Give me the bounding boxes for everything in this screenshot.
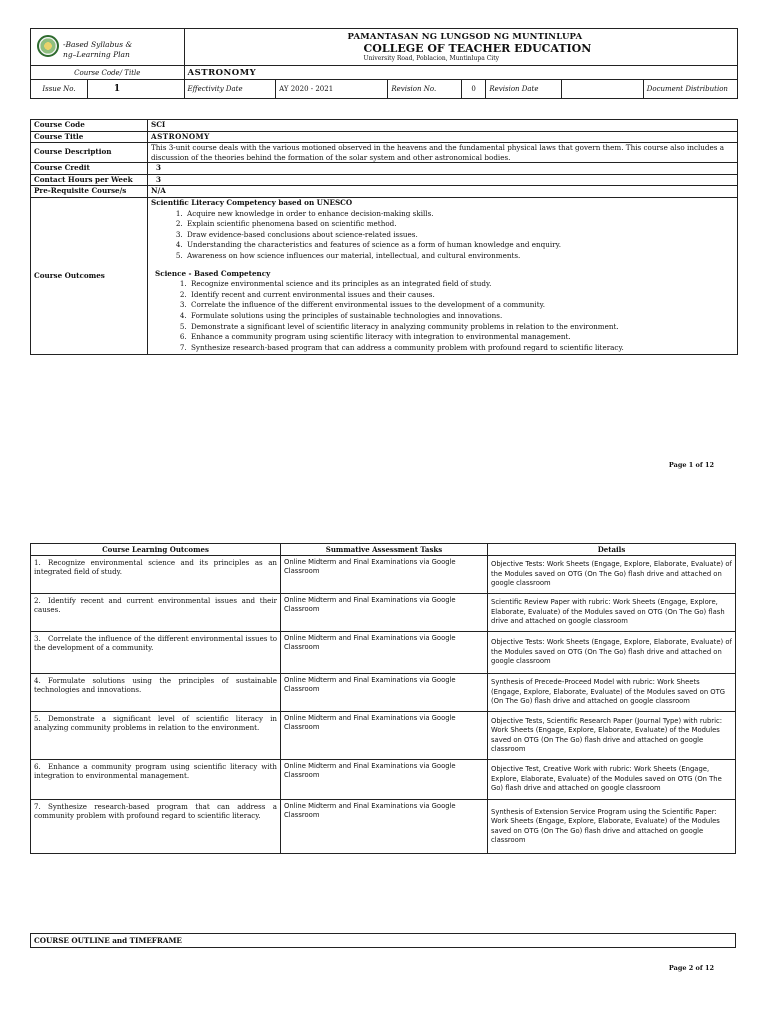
science-heading: Science - Based Competency: [155, 268, 271, 278]
college-name: COLLEGE OF TEACHER EDUCATION: [363, 42, 592, 55]
effectivity-label: Effectivity Date: [184, 80, 276, 99]
list-item: 4. Understanding the characteristics and features of science as a form of human knowledge and enquiry.: [185, 240, 734, 251]
table-cell-task: Online Midterm and Final Examinations via Google Classroom: [281, 712, 488, 760]
table-cell-details: Scientific Review Paper with rubric: Work Sheets (Engage, Explore, Elaborate, Evaluate) of the Modules saved on OTG (On The Go) flash drive and attached on google classroom: [488, 594, 736, 632]
list-item: 5. Demonstrate a significant level of scientific literacy in analyzing community problems in relation to the environment.: [189, 322, 734, 333]
row-number: 4.: [34, 676, 41, 685]
table-cell-task: Online Midterm and Final Examinations via Google Classroom: [281, 594, 488, 632]
course-credit-value: 3: [148, 163, 738, 175]
effectivity-value: AY 2020 - 2021: [276, 80, 388, 99]
course-outline-table: [30, 933, 736, 948]
course-description-value: This 3-unit course deals with the various motioned observed in the heavens and the fundamental physical laws that govern them. This course also includes a discussion of the theories behind the formation of the solar system and other astronomical bodies.: [148, 143, 738, 163]
university-name: PAMANTASAN NG LUNGSOD NG MUNTINLUPA: [347, 32, 583, 42]
table-cell-outcome: [31, 800, 281, 854]
syllabus-label-line1: -Based Syllabus &: [63, 40, 133, 49]
table-cell-outcome: [31, 556, 281, 594]
details-header: Details: [488, 544, 736, 556]
issue-label: Issue No.: [31, 80, 88, 98]
list-item: 6. Enhance a community program using scientific literacy with integration to environmental management.: [189, 332, 734, 343]
outcome-text: Correlate the influence of the different environmental issues to the development of a community.: [34, 634, 277, 653]
page-number: Page 1 of 12: [668, 461, 714, 469]
table-cell-task: Online Midterm and Final Examinations via Google Classroom: [281, 674, 488, 712]
literacy-list: [151, 209, 734, 262]
prerequisite-label: Pre-Requisite Course/s: [31, 186, 148, 198]
list-item: 5. Awareness on how science influences our material, intellectual, and cultural environments.: [185, 251, 734, 262]
page-number: Page 2 of 12: [668, 964, 714, 972]
outcome-text: Synthesize research-based program that can address a community problem with profound regard to scientific literacy.: [34, 802, 277, 821]
college-address: University Road, Poblacion, Muntinlupa City: [363, 55, 500, 62]
course-code-title-label: Course Code/ Title: [31, 66, 185, 80]
table-cell-outcome: [31, 760, 281, 800]
list-item: 3. Correlate the influence of the different environmental issues to the development of a community.: [189, 300, 734, 311]
clo-header: Course Learning Outcomes: [31, 544, 281, 556]
table-cell-outcome: [31, 632, 281, 674]
course-title-value: ASTRONOMY: [148, 131, 738, 143]
course-outcomes-cell: [148, 197, 738, 354]
course-credit-label: Course Credit: [31, 163, 148, 175]
table-cell-outcome: [31, 674, 281, 712]
tasks-header: Summative Assessment Tasks: [281, 544, 488, 556]
table-cell-task: Online Midterm and Final Examinations via Google Classroom: [281, 556, 488, 594]
table-cell-details: Objective Tests: Work Sheets (Engage, Explore, Elaborate, Evaluate) of the Modules saved on OTG (On The Go) flash drive and attached on google classroom: [488, 632, 736, 674]
literacy-heading: Scientific Literacy Competency based on UNESCO: [151, 197, 353, 207]
revision-value: 0: [461, 80, 486, 99]
outcome-text: Enhance a community program using scientific literacy with integration to environmental management.: [34, 762, 277, 781]
outcome-text: Recognize environmental science and its principles as an integrated field of study.: [34, 558, 277, 577]
list-item: 3. Draw evidence-based conclusions about science-related issues.: [185, 230, 734, 241]
syllabus-label: [63, 40, 132, 60]
row-number: 1.: [34, 558, 41, 567]
row-number: 2.: [34, 596, 41, 605]
list-item: 7. Synthesize research-based program that can address a community problem with profound regard to scientific literacy.: [189, 343, 734, 354]
contact-hours-value: 3: [148, 174, 738, 186]
table-cell-details: Objective Test, Creative Work with rubric: Work Sheets (Engage, Explore, Elaborate, Evaluate) of the Modules saved on OTG (On The Go) flash drive and attached on google classroom: [488, 760, 736, 800]
list-item: 2. Identify recent and current environmental issues and their causes.: [189, 290, 734, 301]
table-cell-task: Online Midterm and Final Examinations via Google Classroom: [281, 760, 488, 800]
prerequisite-value: N/A: [148, 186, 738, 198]
table-cell-task: Online Midterm and Final Examinations via Google Classroom: [281, 800, 488, 854]
course-info-table: [30, 119, 738, 355]
syllabus-label-line2: ng–Learning Plan: [63, 50, 130, 59]
table-cell-details: Objective Tests: Work Sheets (Engage, Explore, Elaborate, Evaluate) of the Modules saved on OTG (On The Go) flash drive and attached on google classroom: [488, 556, 736, 594]
course-outline-title: COURSE OUTLINE and TIMEFRAME: [31, 934, 736, 948]
contact-hours-label: Contact Hours per Week: [31, 174, 148, 186]
table-cell-details: Synthesis of Extension Service Program using the Scientific Paper: Work Sheets (Engage, Explore, Elaborate, Evaluate) of the Modules saved on OTG (On The Go) flash drive and attached on google classroom: [488, 800, 736, 854]
row-number: 5.: [34, 714, 41, 723]
course-outcomes-label: Course Outcomes: [31, 197, 148, 354]
university-seal-icon: [37, 35, 59, 57]
table-cell-task: Online Midterm and Final Examinations via Google Classroom: [281, 632, 488, 674]
logo-cell: [31, 29, 185, 66]
table-cell-details: Objective Tests, Scientific Research Paper (Journal Type) with rubric: Work Sheets (Engage, Explore, Elaborate, Evaluate) of the Modules saved on OTG (On The Go) flash drive and attached on google classroom: [488, 712, 736, 760]
row-number: 7.: [34, 802, 41, 811]
course-title-label: Course Title: [31, 131, 148, 143]
list-item: 2. Explain scientific phenomena based on scientific method.: [185, 219, 734, 230]
table-cell-outcome: [31, 594, 281, 632]
outcome-text: Identify recent and current environmental issues and their causes.: [34, 596, 277, 615]
institution-cell: [184, 29, 737, 66]
course-code-value: SCI: [148, 120, 738, 132]
document-header: [30, 28, 738, 99]
outcome-text: Demonstrate a significant level of scientific literacy in analyzing community problems in relation to the environment.: [34, 714, 277, 733]
clo-table: [30, 543, 736, 854]
course-description-label: Course Description: [31, 143, 148, 163]
revision-label: Revision No.: [388, 80, 462, 99]
science-list: [151, 279, 734, 353]
row-number: 6.: [34, 762, 41, 771]
list-item: 1. Acquire new knowledge in order to enhance decision-making skills.: [185, 209, 734, 220]
table-cell-outcome: [31, 712, 281, 760]
outcome-text: Formulate solutions using the principles of sustainable technologies and innovations.: [34, 676, 277, 695]
list-item: 1. Recognize environmental science and its principles as an integrated field of study.: [189, 279, 734, 290]
list-item: 4. Formulate solutions using the principles of sustainable technologies and innovations.: [189, 311, 734, 322]
document-distribution-label: Document Distribution: [643, 80, 737, 99]
revision-date-value: [562, 80, 643, 99]
issue-value: 1: [113, 84, 121, 94]
row-number: 3.: [34, 634, 41, 643]
course-code-title-value: ASTRONOMY: [184, 66, 737, 80]
revision-date-label: Revision Date: [486, 80, 562, 99]
table-cell-details: Synthesis of Precede-Proceed Model with rubric: Work Sheets (Engage, Explore, Elaborate, Evaluate) of the Modules saved on OTG (On The Go) flash drive and attached on google classroom: [488, 674, 736, 712]
course-code-label: Course Code: [31, 120, 148, 132]
